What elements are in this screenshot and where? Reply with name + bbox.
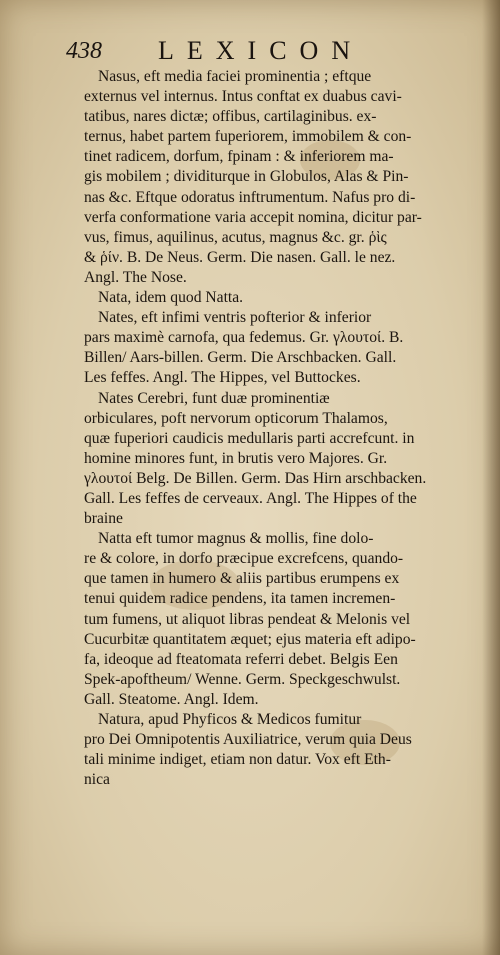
lexicon-body-text: [84, 67, 456, 790]
text-line: quæ fuperiori caudicis medullaris parti accrefcunt. in: [84, 429, 415, 447]
text-line: Les feffes. Angl. The Hippes, vel Buttockes.: [84, 369, 361, 387]
text-line: Nates, eft infimi ventris pofterior & inferior: [98, 309, 372, 327]
text-line: Spek-apoftheum/ Wenne. Germ. Speckgeschwulst.: [84, 670, 401, 688]
text-line: verfa conformatione varia accepit nomina, dicitur par-: [84, 208, 422, 226]
text-line: tum fumens, ut aliquot libras pendeat & Melonis vel: [84, 610, 411, 628]
text-line: que tamen in humero & aliis partibus erumpens ex: [84, 570, 400, 588]
page-header: [66, 34, 426, 68]
running-title: LEXICON: [158, 36, 364, 65]
text-line: orbiculares, poft nervorum opticorum Thalamos,: [84, 409, 388, 427]
text-line: nas &c. Eftque odoratus inftrumentum. Nafus pro di-: [84, 188, 416, 206]
text-line: re & colore, in dorfo præcipue excrefcens, quando-: [84, 550, 404, 568]
text-line: Nates Cerebri, funt duæ prominentiæ: [98, 389, 330, 407]
text-line: tinet radicem, dorfum, fpinam : & inferiorem ma-: [84, 148, 394, 166]
text-line: tali minime indiget, etiam non datur. Vox eft Eth-: [84, 751, 391, 769]
text-line: gis mobilem ; dividiturque in Globulos, Alas & Pin-: [84, 168, 409, 186]
text-line: pro Dei Omnipotentis Auxiliatrice, verum quia Deus: [84, 731, 412, 749]
page-number: 438: [66, 38, 102, 64]
text-line: Billen/ Aars-billen. Germ. Die Arschbacken. Gall.: [84, 349, 397, 367]
text-line: Natta eft tumor magnus & mollis, fine dolo-: [98, 530, 374, 548]
text-line: vus, fimus, aquilinus, acutus, magnus &c. gr. ῥὶς: [84, 228, 387, 246]
text-line: braine: [84, 510, 123, 528]
text-line: tatibus, nares dictæ; offibus, cartilaginibus. ex-: [84, 108, 377, 126]
text-line: pars maximè carnofa, qua fedemus. Gr. γλουτοί. B.: [84, 329, 404, 347]
text-line: homine minores funt, in brutis vero Majores. Gr.: [84, 449, 388, 467]
page-gutter-shadow: [482, 0, 500, 955]
text-line: ternus, habet partem fuperiorem, immobilem & con-: [84, 128, 412, 146]
text-line: Cucurbitæ quantitatem æquet; ejus materia eft adipo-: [84, 630, 416, 648]
text-line: nica: [84, 771, 110, 789]
text-line: Natura, apud Phyficos & Medicos fumitur: [98, 711, 362, 728]
text-line: Nasus, eft media faciei prominentia ; eftque: [98, 68, 372, 85]
text-line: externus vel internus. Intus conftat ex duabus cavi-: [84, 88, 402, 106]
text-line: tenui quidem radice pendens, ita tamen incremen-: [84, 590, 396, 608]
text-line: Gall. Les feffes de cerveaux. Angl. The Hippes of the: [84, 489, 417, 507]
text-line: & ῥίν. B. De Neus. Germ. Die nasen. Gall. le nez.: [84, 248, 396, 266]
text-line: γλουτοί Belg. De Billen. Germ. Das Hirn arschbacken.: [84, 469, 427, 487]
text-line: fa, ideoque ad fteatomata referri debet. Belgis Een: [84, 650, 398, 668]
text-line: Nata, idem quod Natta.: [98, 289, 244, 307]
text-line: Angl. The Nose.: [84, 268, 187, 286]
text-line: Gall. Steatome. Angl. Idem.: [84, 690, 259, 708]
